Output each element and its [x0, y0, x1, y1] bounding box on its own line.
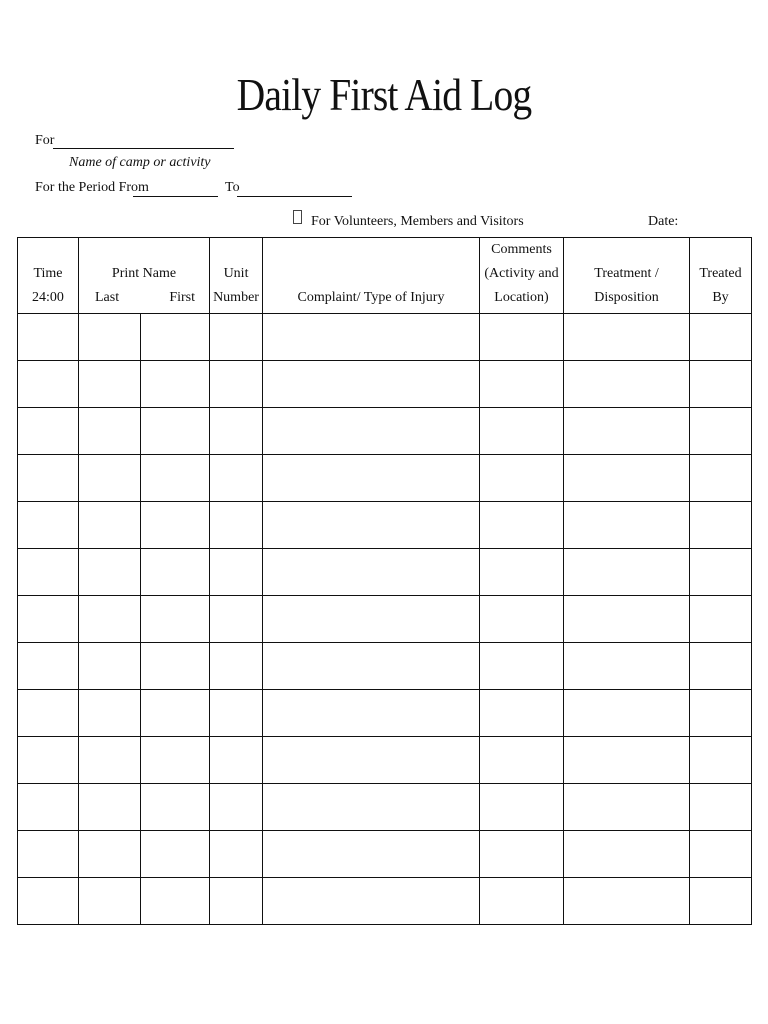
cell-treated-by[interactable] — [690, 784, 752, 831]
for-input-line[interactable] — [53, 148, 234, 149]
cell-last-name[interactable] — [79, 784, 141, 831]
cell-first-name[interactable] — [141, 831, 210, 878]
period-to-input-line[interactable] — [237, 196, 352, 197]
cell-first-name[interactable] — [141, 596, 210, 643]
header-unit-line1: Unit — [223, 266, 249, 281]
period-label: For the Period From — [35, 180, 149, 195]
cell-complaint[interactable] — [263, 831, 480, 878]
header-comments-line2: (Activity and — [484, 266, 559, 281]
cell-last-name[interactable] — [79, 690, 141, 737]
header-unit — [210, 238, 263, 314]
cell-treatment[interactable] — [564, 784, 690, 831]
cell-time[interactable] — [18, 690, 79, 737]
header-complaint-label: Complaint/ Type of Injury — [297, 290, 445, 305]
table-row — [18, 314, 752, 361]
cell-comments[interactable] — [480, 690, 564, 737]
header-unit-line2: Number — [213, 290, 259, 305]
header-print-name-label: Print Name — [111, 266, 177, 281]
cell-comments[interactable] — [480, 737, 564, 784]
cell-treated-by[interactable] — [690, 361, 752, 408]
header-time — [18, 238, 79, 314]
header-last: Last — [95, 290, 120, 305]
cell-first-name[interactable] — [141, 549, 210, 596]
cell-time[interactable] — [18, 784, 79, 831]
cell-last-name[interactable] — [79, 596, 141, 643]
cell-unit-number[interactable] — [210, 643, 263, 690]
cell-treated-by[interactable] — [690, 408, 752, 455]
header-treatment-label: Treatment / Disposition — [594, 266, 659, 305]
cell-complaint[interactable] — [263, 737, 480, 784]
cell-complaint[interactable] — [263, 784, 480, 831]
header-comments-line3: Location) — [494, 290, 549, 305]
cell-treatment[interactable] — [564, 361, 690, 408]
header-time-line1: Time — [33, 266, 63, 281]
cell-unit-number[interactable] — [210, 408, 263, 455]
cell-treatment[interactable] — [564, 878, 690, 925]
cell-complaint[interactable] — [263, 314, 480, 361]
cell-treatment[interactable] — [564, 408, 690, 455]
cell-last-name[interactable] — [79, 408, 141, 455]
table-row — [18, 878, 752, 925]
cell-complaint[interactable] — [263, 502, 480, 549]
volunteers-checkbox[interactable] — [293, 210, 302, 224]
cell-time[interactable] — [18, 408, 79, 455]
checkbox-label: For Volunteers, Members and Visitors — [311, 214, 524, 229]
cell-unit-number[interactable] — [210, 361, 263, 408]
cell-unit-number[interactable] — [210, 737, 263, 784]
table-row — [18, 502, 752, 549]
cell-comments[interactable] — [480, 502, 564, 549]
cell-first-name[interactable] — [141, 784, 210, 831]
page-title: Daily First Aid Log — [236, 69, 532, 120]
table-row — [18, 784, 752, 831]
cell-treated-by[interactable] — [690, 455, 752, 502]
cell-time[interactable] — [18, 455, 79, 502]
cell-comments[interactable] — [480, 549, 564, 596]
table-row — [18, 737, 752, 784]
cell-unit-number[interactable] — [210, 502, 263, 549]
cell-comments[interactable] — [480, 455, 564, 502]
cell-time[interactable] — [18, 831, 79, 878]
cell-comments[interactable] — [480, 878, 564, 925]
header-complaint — [263, 238, 480, 314]
cell-unit-number[interactable] — [210, 878, 263, 925]
cell-last-name[interactable] — [79, 737, 141, 784]
cell-last-name[interactable] — [79, 455, 141, 502]
cell-treated-by[interactable] — [690, 831, 752, 878]
cell-last-name[interactable] — [79, 831, 141, 878]
cell-comments[interactable] — [480, 314, 564, 361]
table-row — [18, 596, 752, 643]
cell-comments[interactable] — [480, 643, 564, 690]
cell-time[interactable] — [18, 502, 79, 549]
cell-treated-by[interactable] — [690, 737, 752, 784]
cell-first-name[interactable] — [141, 361, 210, 408]
cell-last-name[interactable] — [79, 361, 141, 408]
cell-treatment[interactable] — [564, 455, 690, 502]
table-row — [18, 690, 752, 737]
cell-treatment[interactable] — [564, 690, 690, 737]
cell-time[interactable] — [18, 643, 79, 690]
header-treated-by — [690, 238, 752, 314]
first-aid-log-table — [17, 237, 752, 925]
cell-complaint[interactable] — [263, 408, 480, 455]
cell-first-name[interactable] — [141, 690, 210, 737]
cell-time[interactable] — [18, 596, 79, 643]
cell-comments[interactable] — [480, 596, 564, 643]
cell-time[interactable] — [18, 549, 79, 596]
cell-unit-number[interactable] — [210, 549, 263, 596]
header-time-line2: 24:00 — [32, 290, 64, 305]
cell-unit-number[interactable] — [210, 690, 263, 737]
header-first: First — [169, 290, 196, 305]
cell-unit-number[interactable] — [210, 784, 263, 831]
cell-comments[interactable] — [480, 784, 564, 831]
cell-complaint[interactable] — [263, 549, 480, 596]
cell-first-name[interactable] — [141, 878, 210, 925]
cell-complaint[interactable] — [263, 690, 480, 737]
cell-treated-by[interactable] — [690, 878, 752, 925]
table-row — [18, 549, 752, 596]
cell-time[interactable] — [18, 314, 79, 361]
table-row — [18, 831, 752, 878]
table-row — [18, 455, 752, 502]
cell-complaint[interactable] — [263, 878, 480, 925]
cell-treated-by[interactable] — [690, 549, 752, 596]
cell-last-name[interactable] — [79, 549, 141, 596]
cell-last-name[interactable] — [79, 502, 141, 549]
header-treated-line2: By — [712, 290, 729, 305]
cell-treatment[interactable] — [564, 549, 690, 596]
cell-treated-by[interactable] — [690, 502, 752, 549]
table-body — [18, 314, 752, 925]
cell-last-name[interactable] — [79, 643, 141, 690]
header-comments-line1: Comments — [491, 242, 552, 257]
cell-complaint[interactable] — [263, 455, 480, 502]
header-treated-line1: Treated — [699, 266, 742, 281]
cell-comments[interactable] — [480, 361, 564, 408]
cell-complaint[interactable] — [263, 596, 480, 643]
cell-treated-by[interactable] — [690, 643, 752, 690]
cell-complaint[interactable] — [263, 361, 480, 408]
for-label: For — [35, 133, 55, 148]
cell-complaint[interactable] — [263, 643, 480, 690]
cell-treatment[interactable] — [564, 737, 690, 784]
cell-unit-number[interactable] — [210, 831, 263, 878]
header-comments — [480, 238, 564, 314]
cell-last-name[interactable] — [79, 314, 141, 361]
date-label: Date: — [648, 214, 679, 229]
cell-comments[interactable] — [480, 408, 564, 455]
table-row — [18, 643, 752, 690]
header-treatment — [564, 238, 690, 314]
cell-time[interactable] — [18, 737, 79, 784]
cell-treatment[interactable] — [564, 831, 690, 878]
cell-first-name[interactable] — [141, 408, 210, 455]
cell-unit-number[interactable] — [210, 314, 263, 361]
for-caption: Name of camp or activity — [69, 155, 211, 170]
cell-unit-number[interactable] — [210, 455, 263, 502]
cell-treatment[interactable] — [564, 502, 690, 549]
cell-treated-by[interactable] — [690, 596, 752, 643]
cell-treatment[interactable] — [564, 643, 690, 690]
cell-last-name[interactable] — [79, 878, 141, 925]
cell-first-name[interactable] — [141, 502, 210, 549]
period-from-input-line[interactable] — [133, 196, 218, 197]
cell-first-name[interactable] — [141, 455, 210, 502]
cell-comments[interactable] — [480, 831, 564, 878]
table-row — [18, 361, 752, 408]
cell-treatment[interactable] — [564, 314, 690, 361]
cell-first-name[interactable] — [141, 643, 210, 690]
cell-treated-by[interactable] — [690, 690, 752, 737]
table-row — [18, 408, 752, 455]
cell-unit-number[interactable] — [210, 596, 263, 643]
cell-time[interactable] — [18, 361, 79, 408]
cell-first-name[interactable] — [141, 737, 210, 784]
to-label: To — [225, 180, 240, 195]
cell-treated-by[interactable] — [690, 314, 752, 361]
cell-time[interactable] — [18, 878, 79, 925]
table-header-row — [18, 238, 752, 314]
cell-first-name[interactable] — [141, 314, 210, 361]
cell-treatment[interactable] — [564, 596, 690, 643]
header-print-name — [79, 238, 210, 314]
